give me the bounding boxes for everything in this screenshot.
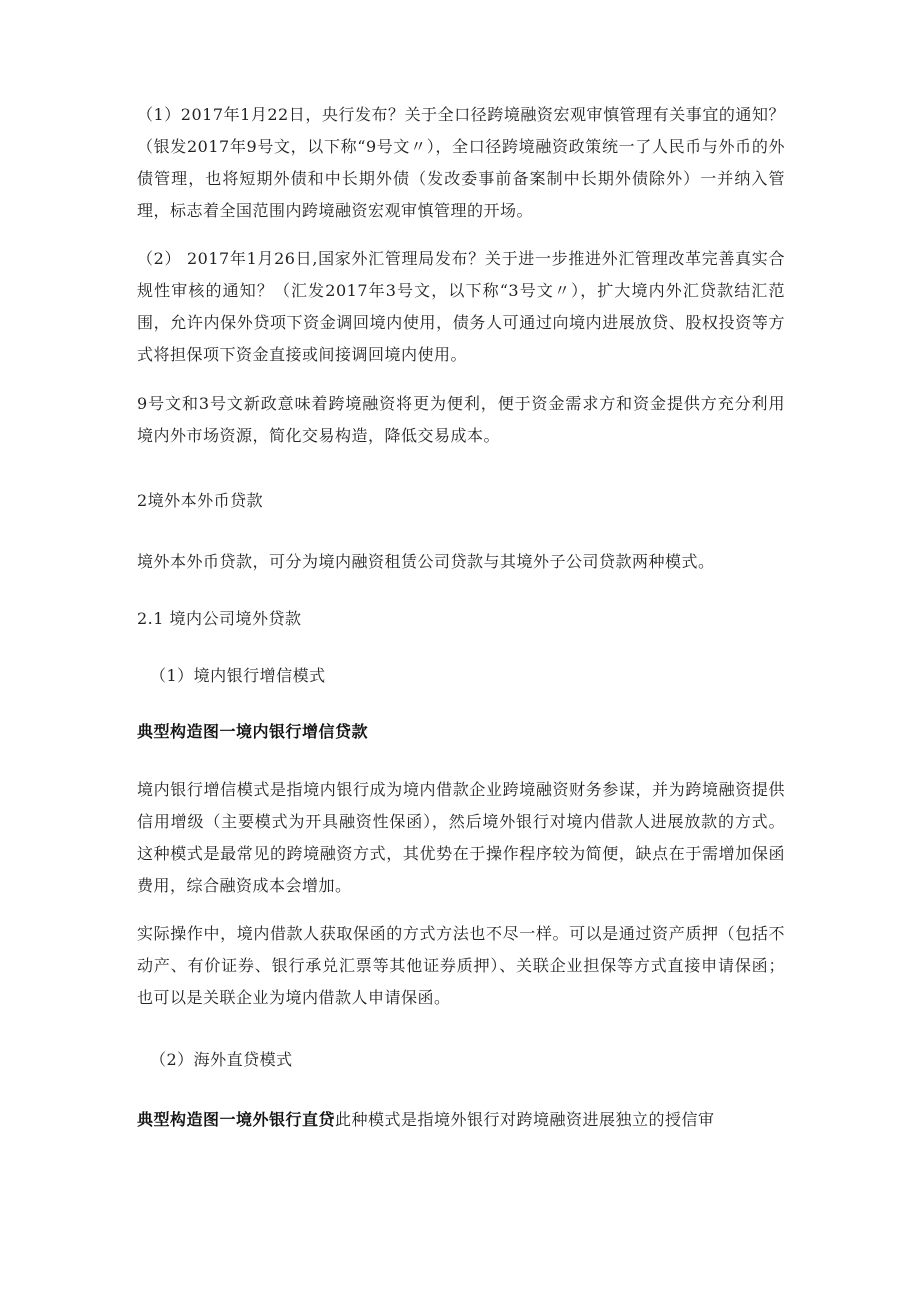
heading-section-2-1: 2.1 境内公司境外贷款 bbox=[137, 609, 302, 628]
heading-bank-credit-mode: （1）境内银行增信模式 bbox=[150, 666, 326, 685]
paragraph-bank-credit-desc: 境内银行增信模式是指境内银行成为境内借款企业跨境融资财务参谋，并为跨境融资提供信用增级（主要模式为开具融资性保函），然后境外银行对境内借款人进展放款的方式。这种模式是最常见的跨境融资方式，其优势在于操作程序较为简便，缺点在于需增加保函费用，综合融资成本会增加。 bbox=[137, 780, 785, 895]
figure-caption-bank-credit: 典型构造图一境内银行增信贷款 bbox=[137, 722, 369, 741]
paragraph-9-wen-policy: （1）2017年1月22日，央行发布？关于全口径跨境融资宏观审慎管理有关事宜的通知？（银发2017年9号文，以下称“9号文〃），全口径跨境融资政策统一了人民币与外币的外债管理，也将短期外债和中长期外债（发改委事前备案制中长期外债除外）一并纳入管理，标志着全国范围内跨境融资宏观审慎管理的开场。 bbox=[137, 105, 785, 220]
paragraph-3-wen-policy: （2） 2017年1月26日,国家外汇管理局发布？关于进一步推进外汇管理改革完善真实合规性审核的通知？（汇发2017年3号文，以下称“3号文〃），扩大境内外汇贷款结汇范围，允许内保外贷项下资金调回境内使用，债务人可通过向境内进展放贷、股权投资等方式将担保项下资金直接或间接调回境内使用。 bbox=[137, 249, 785, 364]
paragraph-overseas-direct-desc: 此种模式是指境外银行对跨境融资进展独立的授信审 bbox=[335, 1110, 715, 1129]
paragraph-loan-modes: 境外本外币贷款，可分为境内融资租赁公司贷款与其境外子公司贷款两种模式。 bbox=[137, 552, 715, 571]
paragraph-guarantee-practice: 实际操作中，境内借款人获取保函的方式方法也不尽一样。可以是通过资产质押（包括不动产、有价证券、银行承兑汇票等其他证券质押）、关联企业担保等方式直接申请保函；也可以是关联企业为境内借款人申请保函。 bbox=[137, 924, 785, 1007]
heading-overseas-direct-loan: （2）海外直贷模式 bbox=[150, 1050, 293, 1069]
paragraph-new-policy-summary: 9号文和3号文新政意味着跨境融资将更为便利，便于资金需求方和资金提供方充分利用境内外市场资源，简化交易构造，降低交易成本。 bbox=[137, 394, 785, 445]
paragraph-overseas-direct-loan bbox=[137, 1104, 785, 1136]
figure-caption-overseas-direct: 典型构造图一境外银行直贷 bbox=[137, 1110, 336, 1129]
heading-section-2: 2境外本外币贷款 bbox=[137, 491, 264, 510]
